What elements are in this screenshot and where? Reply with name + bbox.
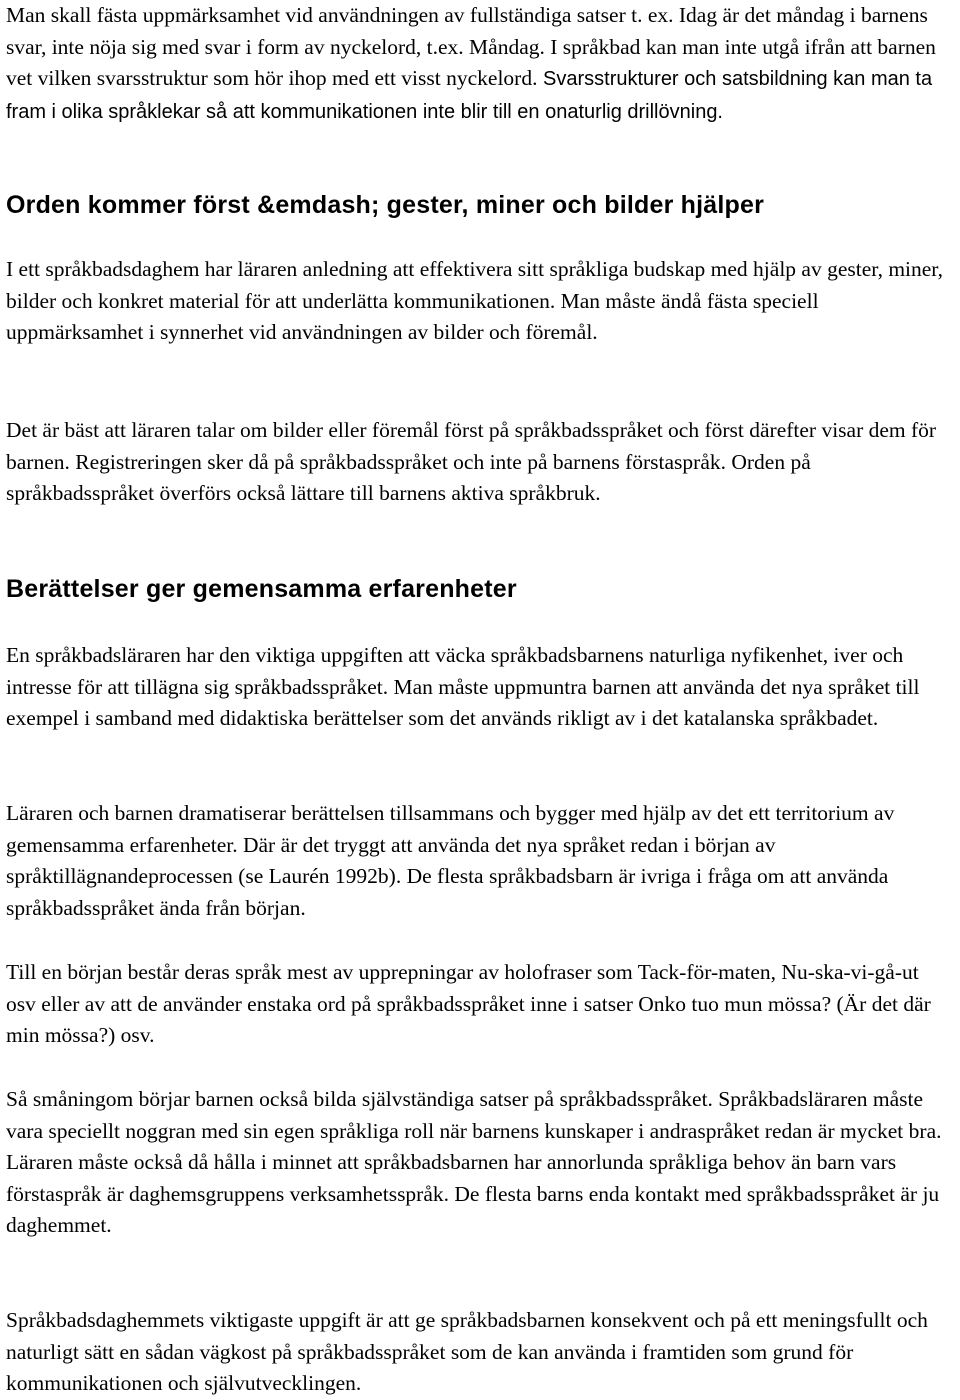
- paragraph: Det är bäst att läraren talar om bilder eller föremål först på språkbadsspråket och först därefter visar dem för barnen. Registreringen sker då på språkbadsspråket och inte på barnens förstaspråk. Orden på språkbadsspråket överförs också lättare till barnens aktiva språkbruk.: [6, 418, 937, 505]
- paragraph: Till en början består deras språk mest av upprepningar av holofraser som Tack-för-maten, Nu-ska-vi-gå-ut osv eller av att de använder enstaka ord på språkbadsspråket inne i satser Onko tuo mun mössa? (Är det där min mössa?) osv.: [6, 960, 931, 1047]
- intro-serif-text: Man skall fästa uppmärksamhet vid användningen av fullständiga satser t. ex. Idag är det måndag i barnens svar, inte nöja sig med svar i form av nyckelord, t.ex. Måndag. I språkbad kan man inte utgå ifrån att barnen vet vilken svarsstruktur som hör ihop med ett visst nyckelord.: [6, 3, 936, 90]
- section-heading-orden: Orden kommer först &emdash; gester, miner och bilder hjälper: [6, 191, 765, 219]
- intro-paragraph: [6, 0, 952, 128]
- section-heading-berattelser: Berättelser ger gemensamma erfarenheter: [6, 575, 517, 603]
- paragraph: I ett språkbadsdaghem har läraren anledning att effektivera sitt språkliga budskap med hjälp av gester, miner, bilder och konkret material för att underlätta kommunikationen. Man måste ändå fästa speciell uppmärksamhet i synnerhet vid användningen av bilder och föremål.: [6, 257, 943, 344]
- paragraph: En språkbadsläraren har den viktiga uppgiften att väcka språkbadsbarnens naturliga nyfikenhet, iver och intresse för att tillägna sig språkbadsspråket. Man måste uppmuntra barnen att använda det nya språket till exempel i samband med didaktiska berättelser som det används rikligt av i det katalanska språkbadet.: [6, 643, 920, 730]
- paragraph: Läraren och barnen dramatiserar berättelsen tillsammans och bygger med hjälp av det ett territorium av gemensamma erfarenheter. Där är det tryggt att använda det nya språket redan i början av språktillägnandeprocessen (se Laurén 1992b). De flesta språkbadsbarn är ivriga i fråga om att använda språkbadsspråket ända från början.: [6, 801, 895, 920]
- paragraph: Språkbadsdaghemmets viktigaste uppgift är att ge språkbadsbarnen konsekvent och på ett meningsfullt och naturligt sätt en sådan vägkost på språkbadsspråket som de kan använda i framtiden som grund för kommunikationen och självutvecklingen.: [6, 1308, 928, 1395]
- paragraph: Så småningom börjar barnen också bilda självständiga satser på språkbadsspråket. Språkbadsläraren måste vara speciellt noggran med sin egen språkliga roll när barnens kunskaper i andraspråket redan är mycket bra. Läraren måste också då hålla i minnet att språkbadsbarnen har annorlunda språkliga behov än barn vars förstaspråk är daghemsgruppens verksamhetsspråk. De flesta barns enda kontakt med språkbadsspråket är ju daghemmet.: [6, 1087, 942, 1237]
- intro-sans-text: Svarsstrukturer och satsbildning kan man ta fram i olika språklekar så att kommunikationen inte blir till en onaturlig drillövning.: [6, 68, 933, 123]
